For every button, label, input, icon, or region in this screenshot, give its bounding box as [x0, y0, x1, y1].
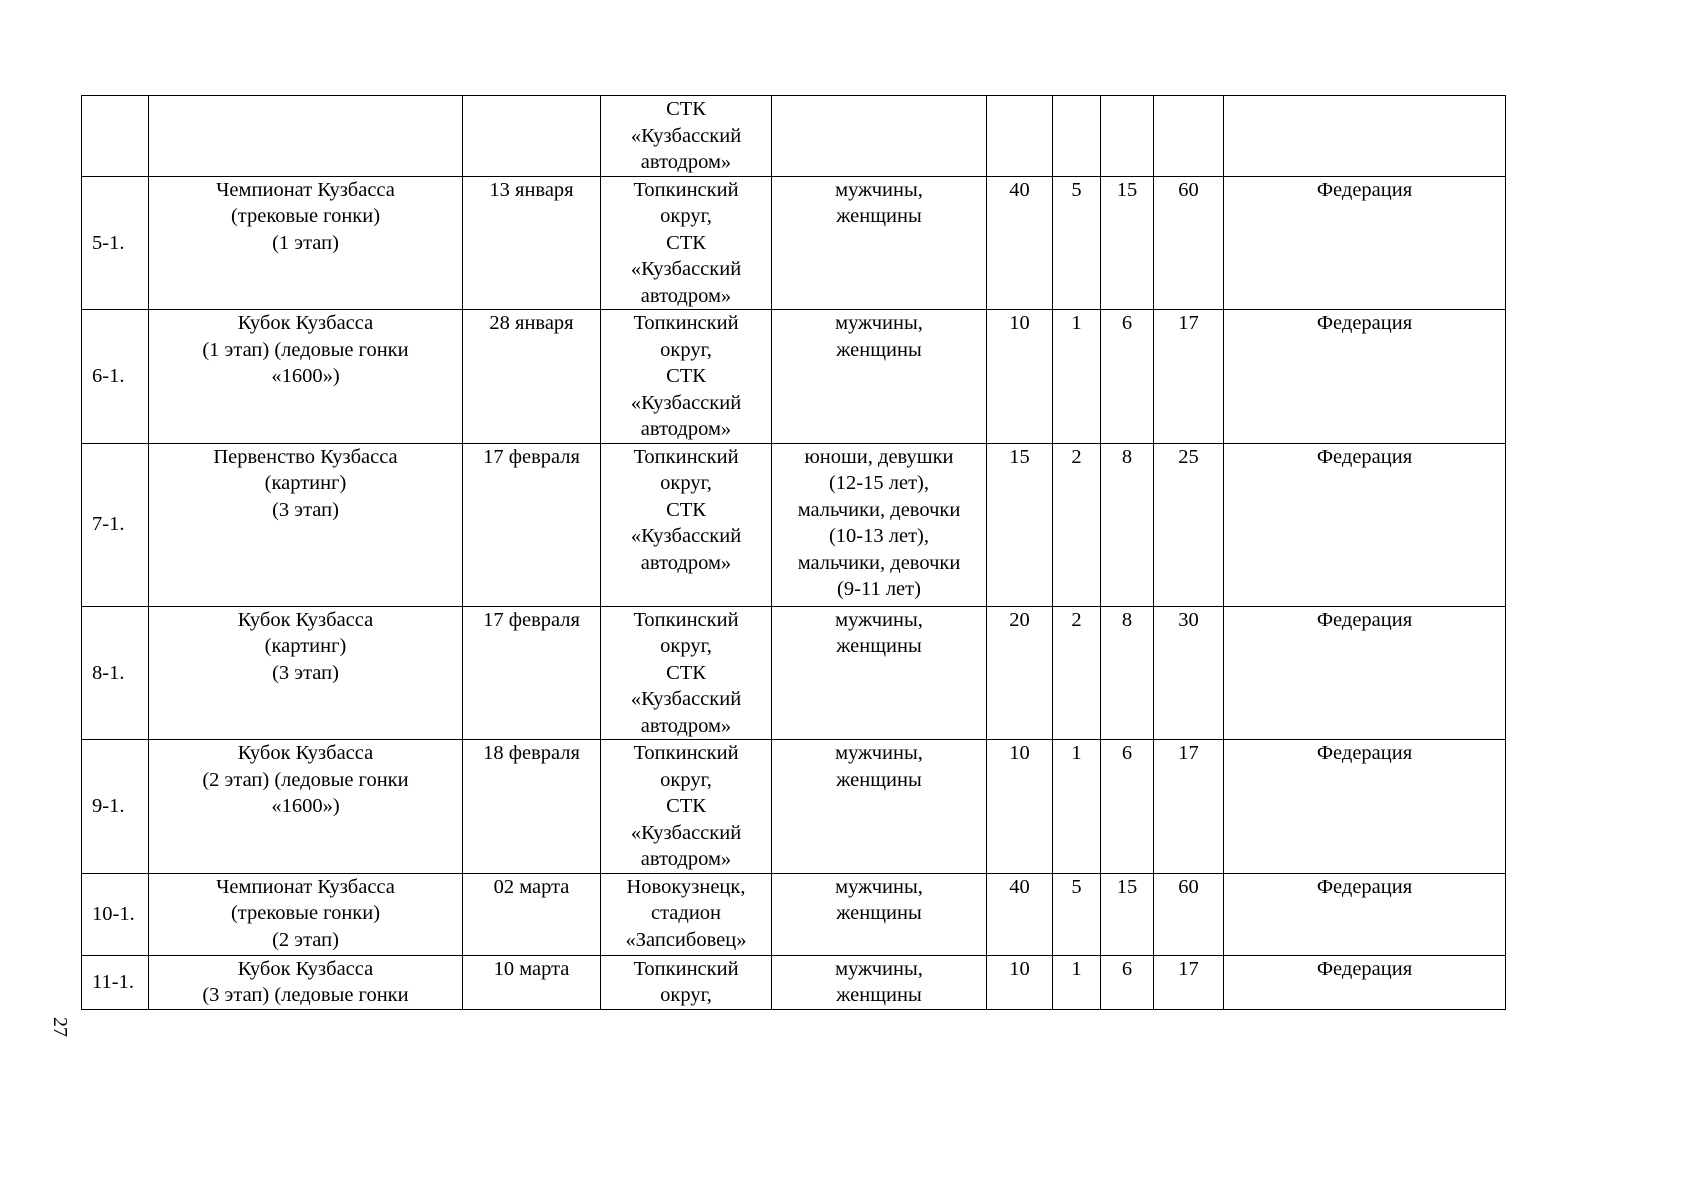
place-line: Новокузнецк, — [626, 875, 746, 898]
event-line: (2 этап) — [272, 928, 339, 951]
participants-cell — [772, 176, 987, 310]
row-number-cell: 6-1. — [82, 310, 149, 444]
place-line: «Кузбасский — [630, 688, 742, 710]
date-cell: 17 февраля — [463, 606, 601, 740]
event-line: Кубок Кузбасса — [237, 608, 374, 631]
place-line: автодром» — [640, 848, 732, 870]
place-line: округ, — [660, 338, 712, 361]
table-row — [82, 96, 1506, 177]
place-cell — [601, 606, 772, 740]
count-1-cell: 10 — [987, 740, 1053, 874]
organizer-cell: Федерация — [1224, 606, 1506, 740]
participants-line: мальчики, девочки — [797, 551, 961, 574]
row-number-cell: 11-1. — [82, 955, 149, 1009]
organizer-cell — [1224, 96, 1506, 177]
place-line: округ, — [660, 205, 712, 227]
events-table — [81, 95, 1506, 1010]
event-line: (3 этап) — [272, 661, 339, 684]
place-cell — [601, 740, 772, 874]
count-2-cell: 2 — [1053, 443, 1101, 606]
organizer-cell: Федерация — [1224, 443, 1506, 606]
place-line: Топкинский — [633, 742, 739, 764]
count-total-cell: 60 — [1154, 873, 1224, 955]
count-3-cell: 6 — [1101, 310, 1154, 444]
place-line: округ, — [660, 768, 712, 791]
count-2-cell: 1 — [1053, 310, 1101, 444]
participants-cell — [772, 443, 987, 606]
count-1-cell: 40 — [987, 873, 1053, 955]
participants-line: мужчины, — [835, 312, 923, 334]
participants-cell — [772, 873, 987, 955]
page-number: 27 — [49, 1017, 71, 1037]
count-2-cell: 1 — [1053, 740, 1101, 874]
participants-line: мужчины, — [835, 742, 923, 764]
count-total-cell: 60 — [1154, 176, 1224, 310]
organizer-cell: Федерация — [1224, 955, 1506, 1009]
participants-line: мальчики, девочки — [797, 498, 961, 521]
event-cell — [149, 310, 463, 444]
event-cell — [149, 740, 463, 874]
date-cell — [463, 96, 601, 177]
event-cell — [149, 96, 463, 177]
event-line: Кубок Кузбасса — [237, 742, 374, 764]
count-total-cell: 17 — [1154, 740, 1224, 874]
count-1-cell: 10 — [987, 955, 1053, 1009]
place-line: СТК — [666, 498, 706, 521]
event-line: (2 этап) (ледовые гонки — [202, 768, 409, 791]
row-number-cell: 8-1. — [82, 606, 149, 740]
date-cell: 02 марта — [463, 873, 601, 955]
place-line: Топкинский — [633, 957, 739, 980]
count-2-cell: 1 — [1053, 955, 1101, 1009]
participants-line: женщины — [836, 768, 922, 791]
participants-line: (9-11 лет) — [837, 578, 921, 600]
count-2-cell — [1053, 96, 1101, 177]
place-line: «Кузбасский — [630, 821, 742, 844]
place-line: СТК — [666, 365, 706, 387]
count-1-cell: 40 — [987, 176, 1053, 310]
place-line: стадион — [650, 902, 722, 924]
place-line: автодром» — [640, 284, 732, 307]
event-cell — [149, 606, 463, 740]
participants-line: юноши, девушки — [804, 445, 954, 468]
event-cell — [149, 873, 463, 955]
organizer-cell: Федерация — [1224, 176, 1506, 310]
place-line: «Кузбасский — [630, 391, 742, 414]
date-cell: 10 марта — [463, 955, 601, 1009]
place-line: автодром» — [640, 418, 732, 440]
place-line: автодром» — [640, 151, 732, 173]
participants-line: мужчины, — [835, 608, 923, 631]
count-2-cell: 2 — [1053, 606, 1101, 740]
event-line: (3 этап) (ледовые гонки — [202, 984, 409, 1006]
place-line: округ, — [660, 472, 712, 494]
count-3-cell: 15 — [1101, 873, 1154, 955]
event-line: (3 этап) — [272, 498, 339, 521]
place-line: СТК — [666, 231, 706, 254]
organizer-cell: Федерация — [1224, 310, 1506, 444]
place-line: «Кузбасский — [630, 258, 742, 280]
place-line: округ, — [660, 984, 712, 1006]
event-line: Кубок Кузбасса — [237, 957, 374, 980]
participants-cell — [772, 96, 987, 177]
count-3-cell — [1101, 96, 1154, 177]
event-line: Чемпионат Кузбасса — [216, 875, 395, 898]
count-total-cell: 25 — [1154, 443, 1224, 606]
place-line: «Запсибовец» — [625, 928, 747, 951]
count-1-cell: 10 — [987, 310, 1053, 444]
place-line: «Кузбасский — [630, 124, 742, 147]
event-line: (1 этап) (ледовые гонки — [202, 338, 409, 361]
organizer-cell: Федерация — [1224, 740, 1506, 874]
row-number-cell: 5-1. — [82, 176, 149, 310]
event-line: Кубок Кузбасса — [237, 312, 374, 334]
date-cell: 28 января — [463, 310, 601, 444]
place-line: автодром» — [640, 714, 732, 737]
participants-line: женщины — [836, 205, 922, 227]
participants-line: мужчины, — [835, 178, 923, 201]
row-number-cell — [82, 96, 149, 177]
place-line: округ, — [660, 635, 712, 657]
place-line: автодром» — [640, 551, 732, 574]
count-1-cell: 15 — [987, 443, 1053, 606]
participants-line: женщины — [836, 984, 922, 1006]
count-total-cell: 17 — [1154, 310, 1224, 444]
event-line: (картинг) — [264, 472, 347, 494]
event-line: (картинг) — [264, 635, 347, 657]
place-cell — [601, 176, 772, 310]
count-2-cell: 5 — [1053, 873, 1101, 955]
place-line: «Кузбасский — [630, 525, 742, 547]
count-3-cell: 6 — [1101, 955, 1154, 1009]
table-row — [82, 176, 1506, 310]
row-number-cell: 7-1. — [82, 443, 149, 606]
participants-cell — [772, 740, 987, 874]
event-line: «1600») — [271, 795, 340, 817]
place-cell — [601, 955, 772, 1009]
place-cell — [601, 873, 772, 955]
event-cell — [149, 176, 463, 310]
participants-line: женщины — [836, 338, 922, 361]
date-cell: 18 февраля — [463, 740, 601, 874]
table-row — [82, 606, 1506, 740]
place-line: Топкинский — [633, 312, 739, 334]
row-number-cell: 9-1. — [82, 740, 149, 874]
date-cell: 17 февраля — [463, 443, 601, 606]
table-row — [82, 873, 1506, 955]
event-line: Первенство Кузбасса — [213, 445, 398, 468]
count-3-cell: 8 — [1101, 606, 1154, 740]
count-3-cell: 6 — [1101, 740, 1154, 874]
place-cell — [601, 443, 772, 606]
place-cell — [601, 310, 772, 444]
event-line: Чемпионат Кузбасса — [216, 178, 395, 201]
participants-line: мужчины, — [835, 875, 923, 898]
table-row — [82, 310, 1506, 444]
event-line: «1600») — [271, 365, 340, 387]
table-row — [82, 955, 1506, 1009]
place-line: СТК — [666, 795, 706, 817]
count-total-cell: 30 — [1154, 606, 1224, 740]
count-2-cell: 5 — [1053, 176, 1101, 310]
participants-cell — [772, 606, 987, 740]
count-3-cell: 8 — [1101, 443, 1154, 606]
table-row — [82, 443, 1506, 606]
event-cell — [149, 955, 463, 1009]
count-1-cell — [987, 96, 1053, 177]
count-total-cell — [1154, 96, 1224, 177]
event-line: (1 этап) — [272, 231, 339, 254]
date-cell: 13 января — [463, 176, 601, 310]
table-row — [82, 740, 1506, 874]
event-line: (трековые гонки) — [230, 902, 381, 924]
participants-line: (10-13 лет), — [828, 525, 930, 547]
place-line: Топкинский — [633, 445, 739, 468]
organizer-cell: Федерация — [1224, 873, 1506, 955]
place-line: Топкинский — [633, 178, 739, 201]
participants-line: женщины — [836, 902, 922, 924]
place-line: СТК — [666, 98, 706, 120]
count-3-cell: 15 — [1101, 176, 1154, 310]
place-line: СТК — [666, 661, 706, 684]
event-line: (трековые гонки) — [230, 205, 381, 227]
row-number-cell: 10-1. — [82, 873, 149, 955]
count-total-cell: 17 — [1154, 955, 1224, 1009]
event-cell — [149, 443, 463, 606]
participants-cell — [772, 310, 987, 444]
participants-line: мужчины, — [835, 957, 923, 980]
participants-cell — [772, 955, 987, 1009]
participants-line: женщины — [836, 635, 922, 657]
participants-line: (12-15 лет), — [828, 472, 930, 494]
count-1-cell: 20 — [987, 606, 1053, 740]
place-cell — [601, 96, 772, 177]
place-line: Топкинский — [633, 608, 739, 631]
